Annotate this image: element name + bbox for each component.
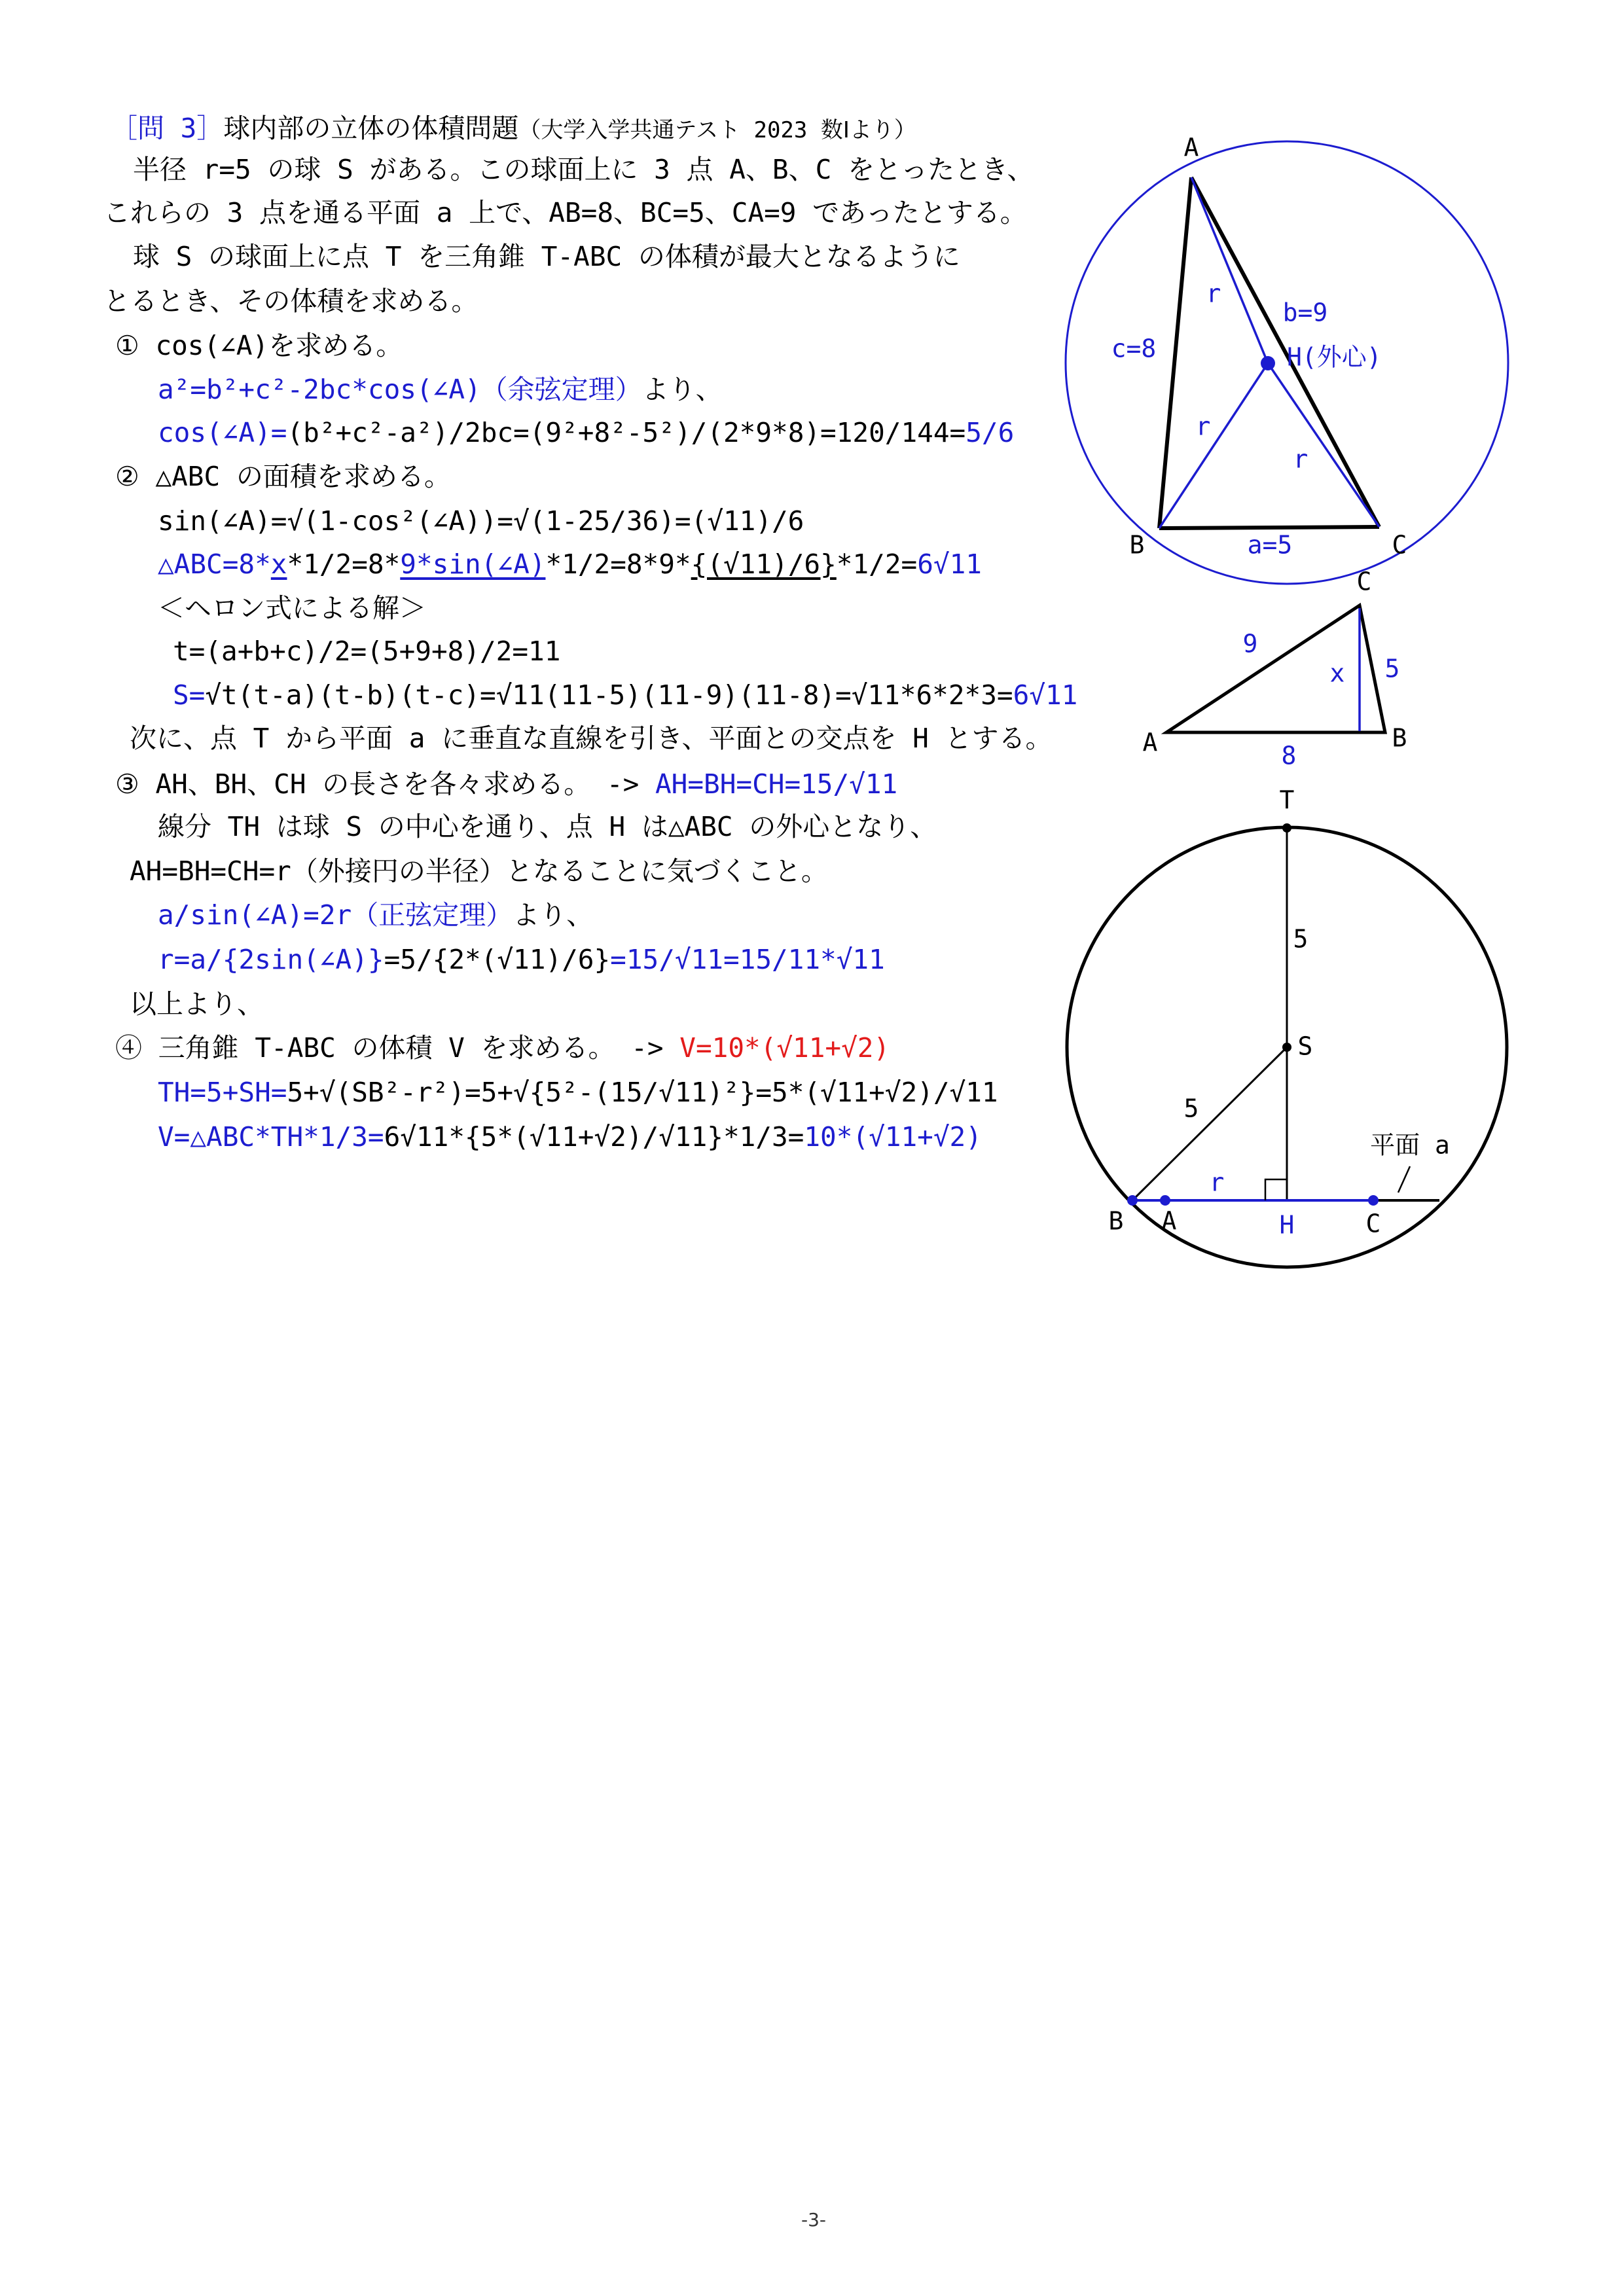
intro-line-1: 半径 r=5 の球 S がある。この球面上に 3 点 A、B、C をとったとき、 bbox=[133, 154, 1034, 185]
area-result: 6√11 bbox=[917, 548, 982, 580]
area-part-2: x bbox=[270, 548, 287, 580]
intro-line-3: 球 S の球面上に点 T を三角錐 T-ABC の体積が最大となるように bbox=[133, 241, 960, 272]
label-side-bc: 5 bbox=[1384, 654, 1400, 683]
label-plane: 平面 a bbox=[1370, 1130, 1450, 1160]
sin-line: sin(∠A)=√(1-cos²(∠A))=√(1-25/36)=(√11)/6 bbox=[158, 505, 804, 537]
label-point-c: C bbox=[1365, 1209, 1381, 1238]
point-c-dot bbox=[1368, 1195, 1379, 1206]
step3-answer: AH=BH=CH=15/√11 bbox=[655, 768, 898, 800]
label-side-a: a=5 bbox=[1247, 530, 1293, 560]
label-side-ca: 9 bbox=[1242, 629, 1258, 658]
th-lhs: TH=5+SH= bbox=[158, 1077, 287, 1108]
sine-law-suffix: より、 bbox=[513, 899, 594, 931]
step3-note-1: 線分 TH は球 S の中心を通り、点 H は△ABC の外心となり、 bbox=[158, 811, 937, 842]
problem-title: 球内部の立体の体積問題 bbox=[223, 113, 519, 144]
label-point-t: T bbox=[1279, 785, 1295, 815]
label-side-ab: 8 bbox=[1281, 741, 1297, 770]
plane-label-pointer bbox=[1398, 1166, 1410, 1193]
heron-heading: ＜ヘロン式による解＞ bbox=[158, 592, 426, 624]
label-point-b: B bbox=[1108, 1206, 1124, 1236]
cosine-law-suffix: より、 bbox=[641, 374, 723, 405]
step4-heading: ④ 三角錐 T-ABC の体積 V を求める。 -> bbox=[115, 1032, 680, 1064]
radius-hc bbox=[1268, 363, 1379, 527]
area-part-5: *1/2=8*9* bbox=[545, 548, 691, 580]
label-radius-1: r bbox=[1206, 279, 1221, 308]
radius-hb bbox=[1159, 363, 1268, 528]
cos-lhs: cos(∠A)= bbox=[158, 417, 287, 448]
intro-line-4: とるとき、その体積を求める。 bbox=[103, 285, 478, 317]
label-vertex-b: B bbox=[1392, 723, 1407, 753]
cos-result: 5/6 bbox=[965, 417, 1015, 448]
step1-heading: ① cos(∠A)を求める。 bbox=[115, 330, 403, 361]
cos-calc: (b²+c²-a²)/2bc=(9²+8²-5²)/(2*9*8)=120/144= bbox=[287, 417, 966, 448]
sphere-section-figure bbox=[1067, 786, 1507, 1268]
heron-lhs: S= bbox=[173, 679, 206, 711]
area-part-7: *1/2= bbox=[836, 548, 918, 580]
area-part-4: 9*sin(∠A) bbox=[400, 548, 546, 580]
step3-heading: ③ AH、BH、CH の長さを各々求める。 -> bbox=[115, 768, 655, 800]
label-point-a: A bbox=[1161, 1206, 1177, 1236]
problem-source: （大学入学共通テスト 2023 数Ⅰより） bbox=[518, 117, 916, 143]
transition-line: 次に、点 T から平面 a に垂直な直線を引き、平面との交点を H とする。 bbox=[130, 723, 1053, 754]
heron-t-line: t=(a+b+c)/2=(5+9+8)/2=11 bbox=[173, 636, 561, 667]
label-side-b: b=9 bbox=[1282, 298, 1328, 327]
volume-result: 10*(√11+√2) bbox=[804, 1121, 982, 1153]
step4-answer: V=10*(√11+√2) bbox=[679, 1032, 890, 1064]
label-vertex-c: C bbox=[1392, 530, 1407, 560]
conclusion-line: 以上より、 bbox=[130, 988, 264, 1020]
volume-calc: 6√11*{5*(√11+√2)/√11}*1/3= bbox=[384, 1121, 804, 1153]
point-b-dot bbox=[1127, 1195, 1138, 1206]
r-part-2: =5/{2*(√11)/6} bbox=[384, 944, 611, 975]
label-point-s: S bbox=[1297, 1031, 1313, 1061]
circumcircle-figure bbox=[1066, 134, 1508, 584]
label-vertex-a: A bbox=[1142, 728, 1158, 757]
right-angle-mark bbox=[1265, 1179, 1287, 1200]
label-sb-length: 5 bbox=[1183, 1094, 1199, 1123]
cosine-law-formula: a²=b²+c²-2bc*cos(∠A)（余弦定理） bbox=[158, 374, 642, 405]
volume-lhs: V=△ABC*TH*1/3= bbox=[158, 1121, 384, 1153]
circumcenter-dot bbox=[1261, 356, 1275, 370]
area-part-3: *1/2=8* bbox=[287, 548, 401, 580]
label-radius-3: r bbox=[1293, 444, 1308, 474]
r-result: =15/√11=15/11*√11 bbox=[610, 944, 885, 975]
label-vertex-b: B bbox=[1129, 530, 1145, 560]
label-circumcenter: H(外心) bbox=[1287, 342, 1382, 372]
intro-line-2: これらの 3 点を通る平面 a 上で、AB=8、BC=5、CA=9 であったとする。 bbox=[103, 197, 1027, 228]
label-vertex-c: C bbox=[1356, 567, 1372, 596]
step2-heading: ② △ABC の面積を求める。 bbox=[115, 461, 451, 492]
point-a-dot bbox=[1160, 1195, 1170, 1206]
radius-ha bbox=[1191, 177, 1268, 363]
point-t-dot bbox=[1282, 823, 1291, 833]
area-part-6: {(√11)/6} bbox=[691, 548, 837, 580]
side-ab bbox=[1159, 177, 1191, 528]
sine-law-formula: a/sin(∠A)=2r（正弦定理） bbox=[158, 899, 513, 931]
label-point-h: H bbox=[1279, 1210, 1295, 1240]
page-number: -3- bbox=[801, 2209, 827, 2231]
label-ts-length: 5 bbox=[1293, 924, 1308, 954]
label-side-c: c=8 bbox=[1111, 334, 1157, 363]
step3-note-2: AH=BH=CH=r（外接円の半径）となることに気づくこと。 bbox=[130, 855, 828, 887]
label-radius-2: r bbox=[1195, 412, 1211, 441]
r-part-1: r=a/{2sin(∠A)} bbox=[158, 944, 384, 975]
point-s-dot bbox=[1282, 1043, 1291, 1052]
side-bc bbox=[1159, 527, 1379, 528]
area-part-1: △ABC=8* bbox=[158, 548, 271, 580]
label-height: x bbox=[1329, 658, 1345, 688]
heron-result: 6√11 bbox=[1013, 679, 1078, 711]
triangle-abc bbox=[1166, 605, 1385, 732]
th-calc: 5+√(SB²-r²)=5+√{5²-(15/√11)²}=5*(√11+√2)/√11 bbox=[287, 1077, 998, 1108]
heron-calc: √t(t-a)(t-b)(t-c)=√11(11-5)(11-9)(11-8)=√11*6*2*3= bbox=[205, 679, 1013, 711]
problem-number: ［問 3］ bbox=[111, 113, 224, 144]
label-vertex-a: A bbox=[1183, 133, 1199, 162]
label-radius: r bbox=[1209, 1168, 1225, 1197]
side-triangle-figure bbox=[1143, 567, 1407, 770]
